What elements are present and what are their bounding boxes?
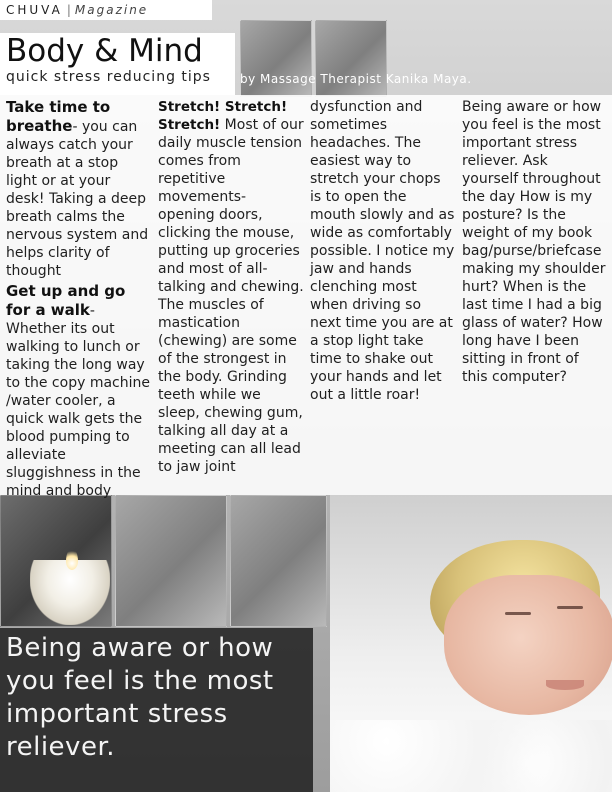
tip-text-walk: - Whether its out walking to lunch or taking the long way to the copy machine /water cooler, a quick walk gets the blood pumping to alleviate sluggishness in the mind and body (6, 303, 150, 499)
article-title: Body & Mind (6, 33, 203, 69)
flame-image (66, 548, 78, 570)
masthead-separator: | (66, 3, 71, 17)
article-byline: by Massage Therapist Kanika Maya. (240, 72, 472, 86)
tip-text-stretch: Most of our daily muscle tension comes from repetitive movements- opening doors, clicking the mouse, putting up groceries and most of all- talking and chewing. The muscles of mastication (chewing) are some of the strongest in the body. Grinding teeth while we sleep, chewing gum, talking all day at a meeting can all lead to jaw joint (158, 117, 304, 475)
article-subtitle: quick stress reducing tips (6, 69, 211, 85)
tip-text-breathe: - you can always catch your breath at a stop light or at your desk! Taking a deep breath calms the nervous system and helps clarity of thought (6, 119, 149, 279)
article-column-4 (462, 98, 606, 386)
mouth-shape (546, 680, 584, 690)
pull-quote-text: Being aware or how you feel is the most important stress reliever. (6, 633, 274, 762)
masthead (0, 0, 212, 20)
article-column-1 (6, 98, 152, 500)
bath-foam (330, 720, 612, 792)
tip-text-awareness: Being aware or how you feel is the most important stress reliever. Ask yourself throughout the day How is my posture? Is the weight of my book bag/purse/briefcase making my shoulder hurt? When is the last time I had a big glass of water? How long have I been sitting in front of this computer? (462, 99, 606, 385)
tip-heading-walk: Get up and go for a walk (6, 282, 126, 319)
glass-tile (115, 495, 227, 627)
brand-name: CHUVA (6, 3, 63, 17)
tip-heading-stretch: Stretch! Stretch! Stretch! (158, 99, 288, 133)
section-name: Magazine (74, 3, 149, 17)
eye-left (505, 612, 531, 615)
article-column-3 (310, 98, 456, 404)
face-shape (444, 575, 612, 715)
article-column-2 (158, 98, 304, 476)
glass-tile (230, 495, 327, 627)
tip-text-jaw: dysfunction and sometimes headaches. The easiest way to stretch your chops is to open the mouth slowly and as wide as comfortably possible. I notice my jaw and hands clenching most when driving so next time you are at a stop light take time to shake out your hands and let out a little roar! (310, 99, 455, 403)
tip-heading-breathe: Take time to breathe (6, 98, 111, 135)
eye-right (557, 606, 583, 609)
